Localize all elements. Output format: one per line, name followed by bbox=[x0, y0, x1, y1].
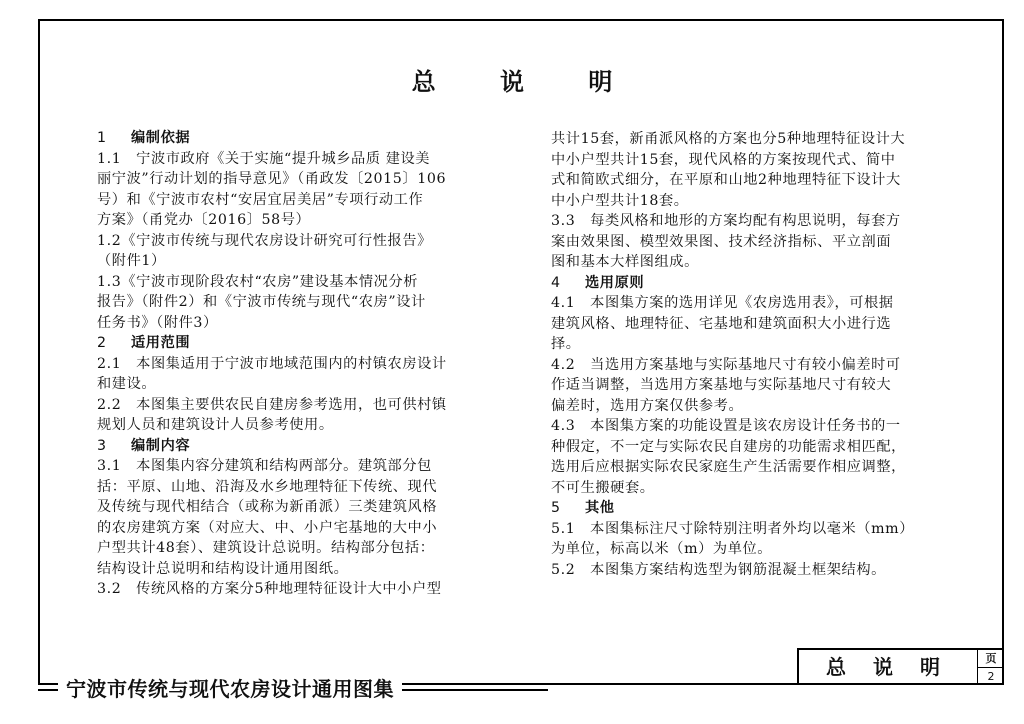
text-line: 丽宁波”行动计划的指导意见》（甬政发〔2015〕106 bbox=[97, 171, 447, 187]
text-line: 3.1 本图集内容分建筑和结构两部分。建筑部分包 bbox=[97, 458, 432, 474]
text-line: 选用后应根据实际农民家庭生产生活需要作相应调整， bbox=[551, 459, 906, 475]
text-line: 号）和《宁波市农村“安居宜居美居”专项行动工作 bbox=[97, 191, 424, 208]
left-text-column bbox=[97, 128, 497, 600]
text-line: 5.2 本图集方案结构选型为钢筋混凝土框架结构。 bbox=[551, 561, 886, 578]
text-line: （附件1） bbox=[97, 253, 166, 269]
page-number: 2 bbox=[987, 670, 995, 683]
text-line: 和建设。 bbox=[97, 376, 157, 392]
text-line: 括：平原、山地、沿海及水乡地理特征下传统、现代 bbox=[97, 478, 438, 495]
text-line: 为单位，标高以米（m）为单位。 bbox=[551, 541, 773, 557]
text-line: 报告》（附件2）和《宁波市传统与现代“农房”设计 bbox=[97, 294, 426, 310]
text-line: 中小户型共计15套，现代风格的方案按现代式、简中 bbox=[551, 151, 896, 168]
series-title: 宁波市传统与现代农房设计通用图集 bbox=[58, 676, 402, 702]
title-block-name: 总 说 明 bbox=[826, 655, 950, 679]
text-line: 式和简欧式细分，在平原和山地2种地理特征下设计大 bbox=[551, 172, 901, 188]
text-line: 任务书》（附件3） bbox=[97, 314, 218, 331]
text-line: 的农房建筑方案（对应大、中、小户宅基地的大中小 bbox=[97, 519, 438, 536]
text-line: 不可生搬硬套。 bbox=[551, 479, 655, 496]
section-heading: 1 编制依据 bbox=[97, 130, 191, 146]
text-line: 偏差时，选用方案仅供参考。 bbox=[551, 397, 744, 414]
text-line: 3.3 每类风格和地形的方案均配有构思说明，每套方 bbox=[551, 213, 901, 229]
text-line: 户型共计48套）、建筑设计总说明。结构部分包括： bbox=[97, 540, 435, 556]
text-line: 择。 bbox=[551, 336, 581, 352]
text-line: 5.1 本图集标注尺寸除特别注明者外均以毫米（mm） bbox=[551, 520, 915, 537]
text-line: 中小户型共计18套。 bbox=[551, 192, 689, 209]
text-line: 案由效果图、模型效果图、技术经济指标、平立剖面 bbox=[551, 233, 892, 250]
right-text-column bbox=[551, 129, 951, 580]
section-heading: 5 其他 bbox=[551, 500, 615, 516]
text-line: 4.1 本图集方案的选用详见《农房选用表》，可根据 bbox=[551, 295, 894, 311]
text-line: 3.2 传统风格的方案分5种地理特征设计大中小户型 bbox=[97, 581, 442, 597]
text-line: 1.1 宁波市政府《关于实施“提升城乡品质 建设美 bbox=[97, 150, 431, 167]
text-line: 4.2 当选用方案基地与实际基地尺寸有较小偏差时可 bbox=[551, 356, 901, 373]
text-line: 方案》（甬党办〔2016〕58号） bbox=[97, 212, 311, 228]
title-block bbox=[797, 648, 1004, 685]
text-line: 2.1 本图集适用于宁波市地域范围内的村镇农房设计 bbox=[97, 355, 447, 372]
text-line: 图和基本大样图组成。 bbox=[551, 254, 699, 270]
text-line: 2.2 本图集主要供农民自建房参考选用，也可供村镇 bbox=[97, 396, 447, 413]
text-line: 1.3《宁波市现阶段农村“农房”建设基本情况分析 bbox=[97, 273, 419, 290]
text-line: 1.2《宁波市传统与现代农房设计研究可行性报告》 bbox=[97, 232, 432, 249]
text-line: 建筑风格、地理特征、宅基地和建筑面积大小进行选 bbox=[551, 315, 892, 332]
page-title: 总 说 明 bbox=[411, 68, 641, 96]
section-heading: 3 编制内容 bbox=[97, 437, 191, 454]
text-line: 共计15套，新甬派风格的方案也分5种地理特征设计大 bbox=[551, 131, 906, 147]
text-line: 种假定，不一定与实际农民自建房的功能需求相匹配， bbox=[551, 438, 906, 455]
section-heading: 4 选用原则 bbox=[551, 274, 645, 291]
page-cells bbox=[977, 650, 1004, 685]
text-line: 结构设计总说明和结构设计通用图纸。 bbox=[97, 560, 349, 577]
text-line: 规划人员和建筑设计人员参考使用。 bbox=[97, 417, 334, 433]
text-line: 4.3 本图集方案的功能设置是该农房设计任务书的一 bbox=[551, 418, 901, 434]
text-line: 及传统与现代相结合（或称为新甬派）三类建筑风格 bbox=[97, 499, 438, 515]
section-heading: 2 适用范围 bbox=[97, 335, 191, 351]
text-line: 作适当调整，当选用方案基地与实际基地尺寸有较大 bbox=[551, 377, 892, 393]
page-label: 页 bbox=[978, 650, 1004, 668]
